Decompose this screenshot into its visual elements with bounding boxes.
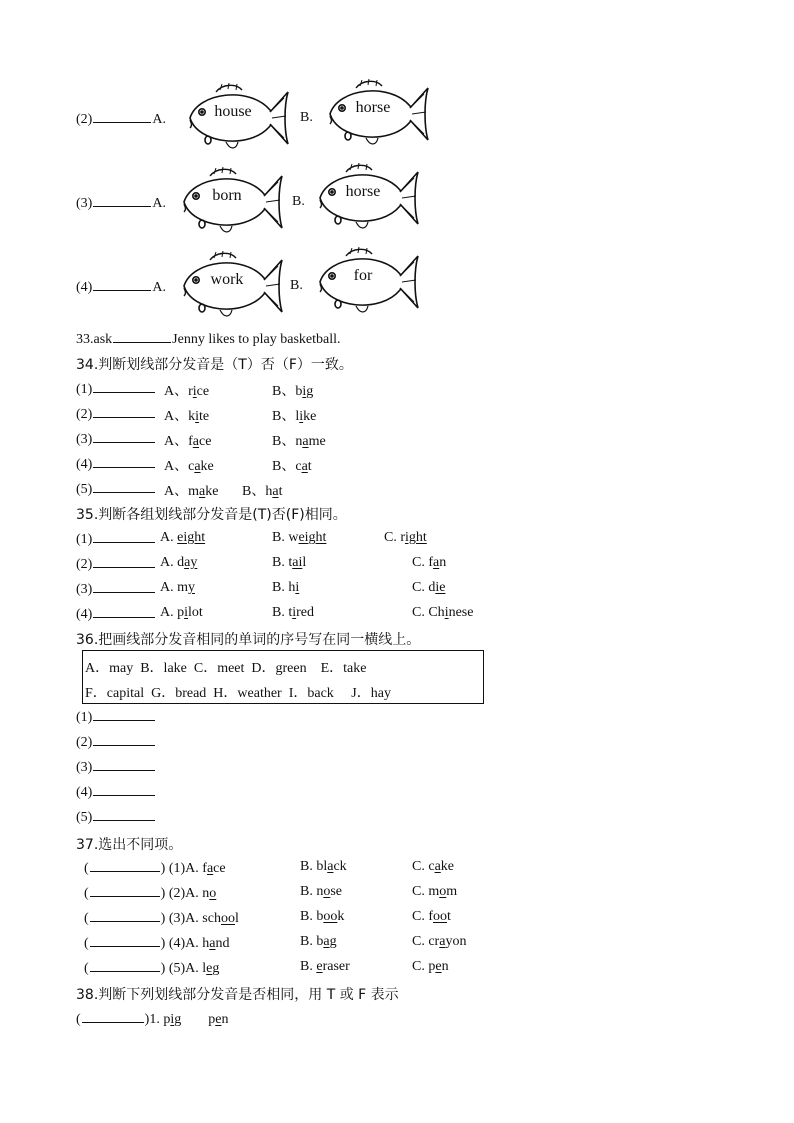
answer-blank[interactable] bbox=[93, 110, 151, 123]
answer-blank[interactable] bbox=[93, 580, 155, 593]
option-b-label: B. bbox=[290, 278, 303, 293]
q37-option-b: B. black bbox=[300, 859, 347, 874]
answer-blank[interactable] bbox=[93, 278, 151, 291]
q34-item: (1) bbox=[76, 380, 156, 398]
q37-item: ( ) (5)A. leg bbox=[84, 961, 220, 976]
q35-item: (2) bbox=[76, 555, 156, 573]
q37-item: ( ) (2)A. no bbox=[84, 886, 217, 901]
answer-blank[interactable] bbox=[93, 758, 155, 771]
answer-blank[interactable] bbox=[82, 1010, 144, 1023]
fish-word-a: house bbox=[214, 103, 252, 120]
question-35-title: 35.判断各组划线部分发音是(T)否(F)相同。 bbox=[76, 507, 347, 523]
q35-option-a: A. eight bbox=[160, 530, 206, 545]
q33-word: 33.ask bbox=[76, 332, 113, 347]
answer-blank[interactable] bbox=[90, 884, 160, 897]
fish-option-b bbox=[310, 244, 422, 320]
q34-option-a: A、cake bbox=[164, 459, 214, 474]
answer-blank[interactable] bbox=[90, 934, 160, 947]
q35-option-c: C. die bbox=[412, 580, 446, 595]
q34-option-b: B、hat bbox=[242, 484, 283, 499]
q37-option-b: B. eraser bbox=[300, 959, 350, 974]
q35-option-a: A. day bbox=[160, 555, 198, 570]
question-37-title: 37.选出不同项。 bbox=[76, 837, 183, 853]
word-bank-row-1: A．may B．lake C．meet D．green E．take bbox=[85, 661, 367, 676]
q35-item: (3) bbox=[76, 580, 156, 598]
q37-option-b: B. nose bbox=[300, 884, 343, 899]
answer-blank[interactable] bbox=[113, 330, 171, 343]
q37-option-c: C. cake bbox=[412, 859, 454, 874]
fish-option-b bbox=[310, 160, 422, 236]
q37-option-c: C. crayon bbox=[412, 934, 467, 949]
fish-word-b: horse bbox=[345, 183, 381, 200]
fish-option-a bbox=[180, 80, 292, 156]
fish-word-b: horse bbox=[355, 99, 391, 116]
q34-item: (3) bbox=[76, 430, 156, 448]
q34-option-a: A、kite bbox=[164, 409, 210, 424]
option-b-label: B. bbox=[292, 194, 305, 209]
q38-word-b: pen bbox=[208, 1012, 229, 1027]
q34-option-b: B、cat bbox=[272, 459, 312, 474]
q35-option-a: A. pilot bbox=[160, 605, 203, 620]
question-33 bbox=[76, 330, 341, 348]
fish-word-b: for bbox=[353, 267, 373, 284]
q35-option-b: B. weight bbox=[272, 530, 327, 545]
answer-blank[interactable] bbox=[90, 859, 160, 872]
fish-word-a: born bbox=[212, 187, 242, 204]
fish-row-label: (4) A. bbox=[76, 280, 166, 295]
q35-item: (4) bbox=[76, 605, 156, 623]
question-34-title: 34.判断划线部分发音是（T）否（F）一致。 bbox=[76, 357, 353, 373]
answer-blank[interactable] bbox=[93, 455, 155, 468]
question-38-item: ( )1. pig pen bbox=[76, 1012, 229, 1027]
q38-word-a: pig bbox=[163, 1012, 182, 1027]
q35-item: (1) bbox=[76, 530, 156, 548]
answer-blank[interactable] bbox=[90, 909, 160, 922]
answer-blank[interactable] bbox=[90, 959, 160, 972]
q33-sentence: Jenny likes to play basketball. bbox=[172, 332, 341, 347]
q36-answer-line: (5) bbox=[76, 808, 156, 826]
q37-option-b: B. bag bbox=[300, 934, 337, 949]
fish-word-a: work bbox=[210, 271, 244, 288]
fish-option-a bbox=[174, 248, 286, 324]
answer-blank[interactable] bbox=[93, 783, 155, 796]
q34-option-b: B、big bbox=[272, 384, 314, 399]
word-bank-row-2: F．capital G．bread H．weather I．back J．hay bbox=[85, 686, 391, 701]
answer-blank[interactable] bbox=[93, 708, 155, 721]
q36-answer-line: (2) bbox=[76, 733, 156, 751]
q34-option-b: B、like bbox=[272, 409, 317, 424]
q35-option-b: B. tired bbox=[272, 605, 315, 620]
question-36-title: 36.把画线部分发音相同的单词的序号写在同一横线上。 bbox=[76, 632, 421, 648]
answer-blank[interactable] bbox=[93, 733, 155, 746]
answer-blank[interactable] bbox=[93, 808, 155, 821]
q34-option-b: B、name bbox=[272, 434, 326, 449]
q37-option-c: C. mom bbox=[412, 884, 458, 899]
fish-row-label: (3) A. bbox=[76, 196, 166, 211]
q34-option-a: A、make bbox=[164, 484, 219, 499]
q34-option-a: A、face bbox=[164, 434, 212, 449]
fish-option-b bbox=[320, 76, 432, 152]
q34-item: (2) bbox=[76, 405, 156, 423]
q35-option-a: A. my bbox=[160, 580, 195, 595]
q37-item: ( ) (1)A. face bbox=[84, 861, 226, 876]
answer-blank[interactable] bbox=[93, 430, 155, 443]
fish-row-label: (2) A. bbox=[76, 112, 166, 127]
q35-option-c: C. fan bbox=[412, 555, 447, 570]
q36-answer-line: (3) bbox=[76, 758, 156, 776]
answer-blank[interactable] bbox=[93, 380, 155, 393]
word-bank-box bbox=[82, 650, 484, 704]
q35-option-c: C. Chinese bbox=[412, 605, 474, 620]
q37-option-c: C. foot bbox=[412, 909, 451, 924]
q34-item: (5) bbox=[76, 480, 156, 498]
answer-blank[interactable] bbox=[93, 480, 155, 493]
question-38-title: 38.判断下列划线部分发音是否相同，用 T 或 F 表示 bbox=[76, 987, 399, 1003]
q35-option-c: C. right bbox=[384, 530, 427, 545]
answer-blank[interactable] bbox=[93, 530, 155, 543]
q35-option-b: B. hi bbox=[272, 580, 300, 595]
q37-item: ( ) (4)A. hand bbox=[84, 936, 230, 951]
q38-item-number: 1. bbox=[149, 1012, 160, 1027]
q34-option-a: A、rice bbox=[164, 384, 210, 399]
q37-option-c: C. pen bbox=[412, 959, 449, 974]
q36-answer-line: (4) bbox=[76, 783, 156, 801]
q37-option-b: B. book bbox=[300, 909, 345, 924]
q37-item: ( ) (3)A. school bbox=[84, 911, 239, 926]
answer-blank[interactable] bbox=[93, 555, 155, 568]
option-b-label: B. bbox=[300, 110, 313, 125]
answer-blank[interactable] bbox=[93, 405, 155, 418]
fish-option-a bbox=[174, 164, 286, 240]
answer-blank[interactable] bbox=[93, 194, 151, 207]
q34-item: (4) bbox=[76, 455, 156, 473]
answer-blank[interactable] bbox=[93, 605, 155, 618]
q36-answer-line: (1) bbox=[76, 708, 156, 726]
q35-option-b: B. tail bbox=[272, 555, 307, 570]
